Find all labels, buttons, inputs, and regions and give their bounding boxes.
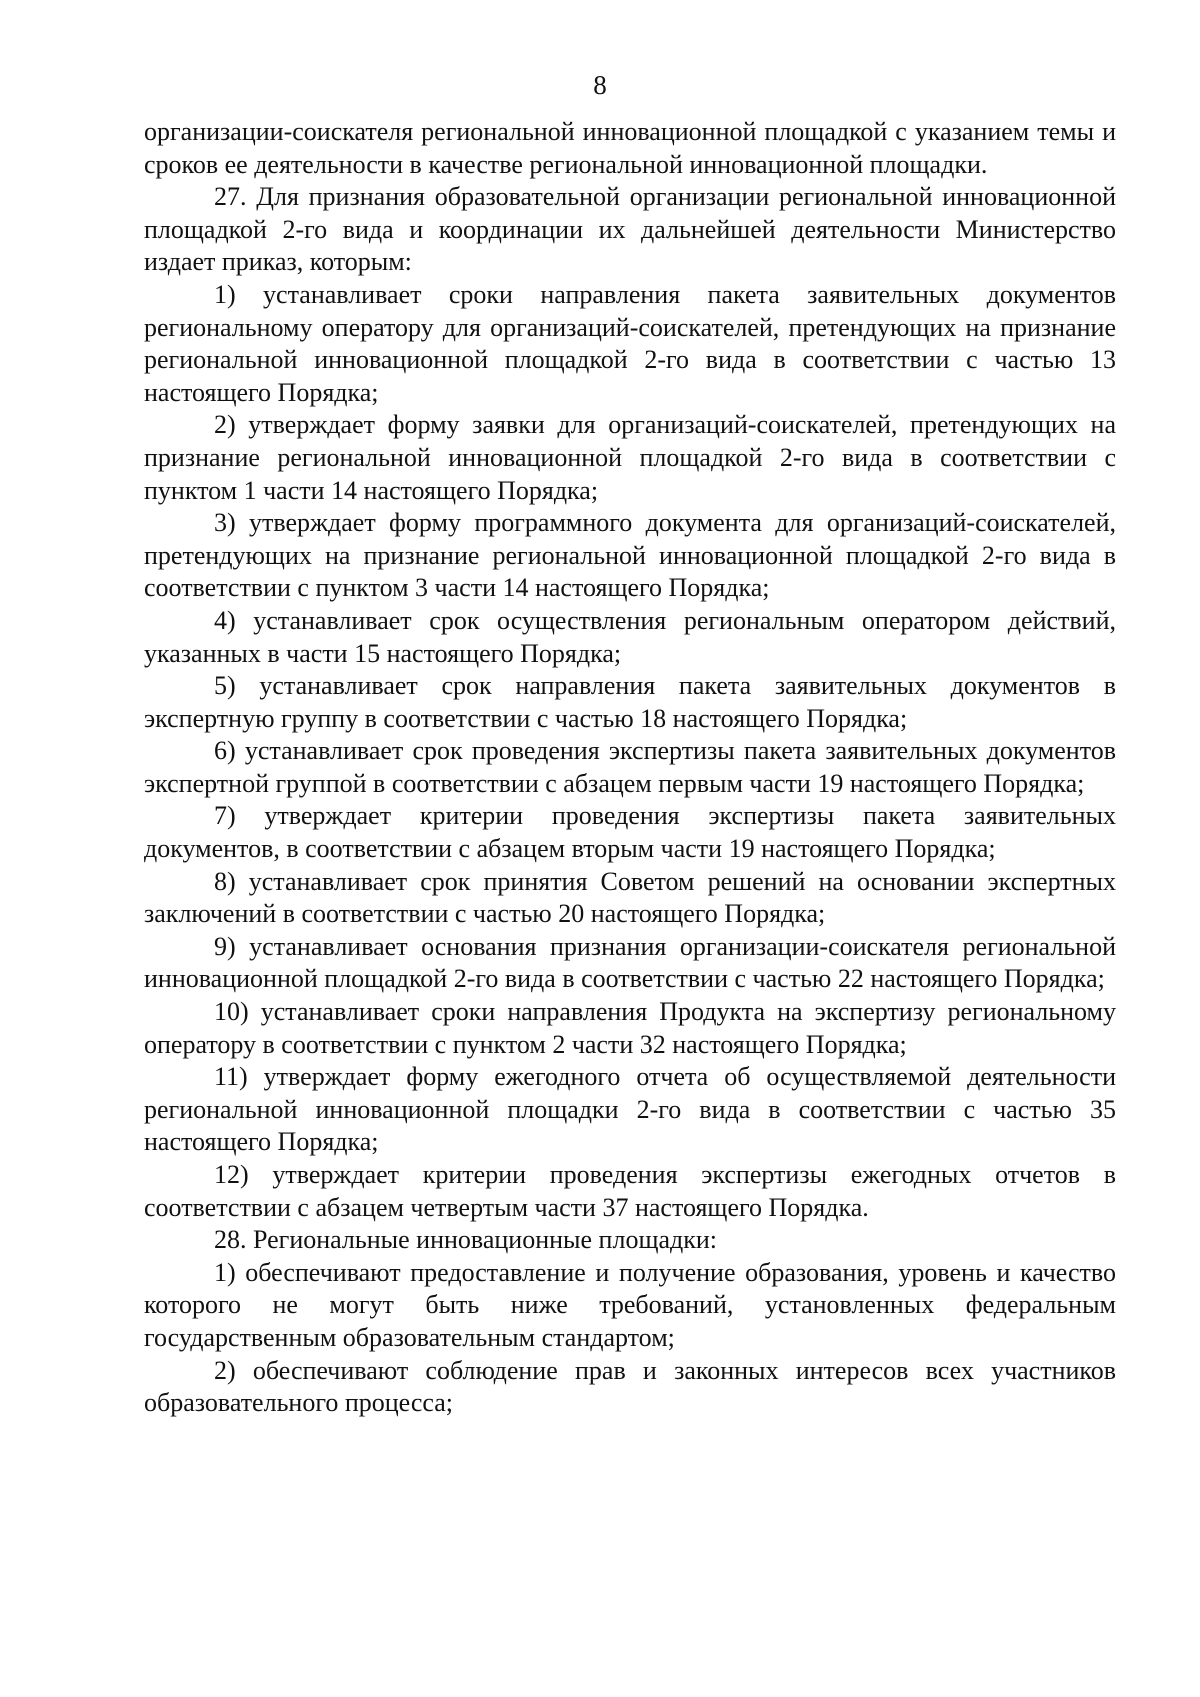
paragraph-item-5: 5) устанавливает срок направления пакета заявительных документов в экспертную группу в соответствии с частью 18 настоящего Порядка; [144,671,1116,733]
paragraph-item-10: 10) устанавливает сроки направления Продукта на экспертизу региональному оператору в соответствии с пунктом 2 части 32 настоящего Порядка; [144,997,1116,1059]
paragraph-item-8: 8) устанавливает срок принятия Советом решений на основании экспертных заключений в соответствии с частью 20 настоящего Порядка; [144,866,1116,929]
paragraph-item-2: 2) утверждает форму заявки для организаций-соискателей, претендующих на признание региональной инновационной площадкой 2-го вида в соответствии с пунктом 1 части 14 настоящего Порядка; [144,410,1116,505]
paragraph-item-4: 4) устанавливает срок осуществления региональным оператором действий, указанных в части 15 настоящего Порядка; [144,605,1116,668]
paragraph-item-11: 11) утверждает форму ежегодного отчета об осуществляемой деятельности региональной инновационной площадки 2-го вида в соответствии с частью 35 настоящего Порядка; [144,1062,1116,1157]
paragraph-item-9: 9) устанавливает основания признания организации-соискателя региональной инновационной площадкой 2-го вида в соответствии с частью 22 настоящего Порядка; [144,931,1116,994]
paragraph-item-1: 1) устанавливает сроки направления пакета заявительных документов региональному оператору для организаций-соискателей, претендующих на признание региональной инновационной площадкой 2-го вида в соответствии с частью 13 настоящего Порядка; [144,279,1116,407]
paragraph-item-6: 6) устанавливает срок проведения экспертизы пакета заявительных документов экспертной группой в соответствии с абзацем первым части 19 настоящего Порядка; [144,736,1116,798]
paragraph-item-12: 12) утверждает критерии проведения экспертизы ежегодных отчетов в соответствии с абзацем четвертым части 37 настоящего Порядка. [144,1160,1116,1222]
paragraph-item-7: 7) утверждает критерии проведения экспертизы пакета заявительных документов, в соответствии с абзацем вторым части 19 настоящего Порядка; [144,801,1116,864]
paragraph-clause-28-item-2: 2) обеспечивают соблюдение прав и законных интересов всех участников образовательного процесса; [144,1355,1116,1418]
paragraph-continuation: организации-соискателя региональной инновационной площадкой с указанием темы и сроков ее деятельности в качестве региональной инновационной площадки. [144,117,1116,179]
paragraph-clause-28: 28. Региональные инновационные площадки: [214,1225,718,1255]
paragraph-item-3: 3) утверждает форму программного документа для организаций-соискателей, претендующих на признание региональной инновационной площадкой 2-го вида в соответствии с пунктом 3 части 14 настоящего Порядка; [144,508,1116,603]
page-number: 8 [593,70,607,100]
paragraph-clause-27: 27. Для признания образовательной организации региональной инновационной площадкой 2-го вида и координации их дальнейшей деятельности Министерство издает приказ, которым: [144,182,1116,277]
paragraph-clause-28-item-1: 1) обеспечивают предоставление и получение образования, уровень и качество которого не могут быть ниже требований, установленных федеральным государственным образовательным стандартом; [144,1257,1116,1352]
document-body [144,116,1116,1420]
